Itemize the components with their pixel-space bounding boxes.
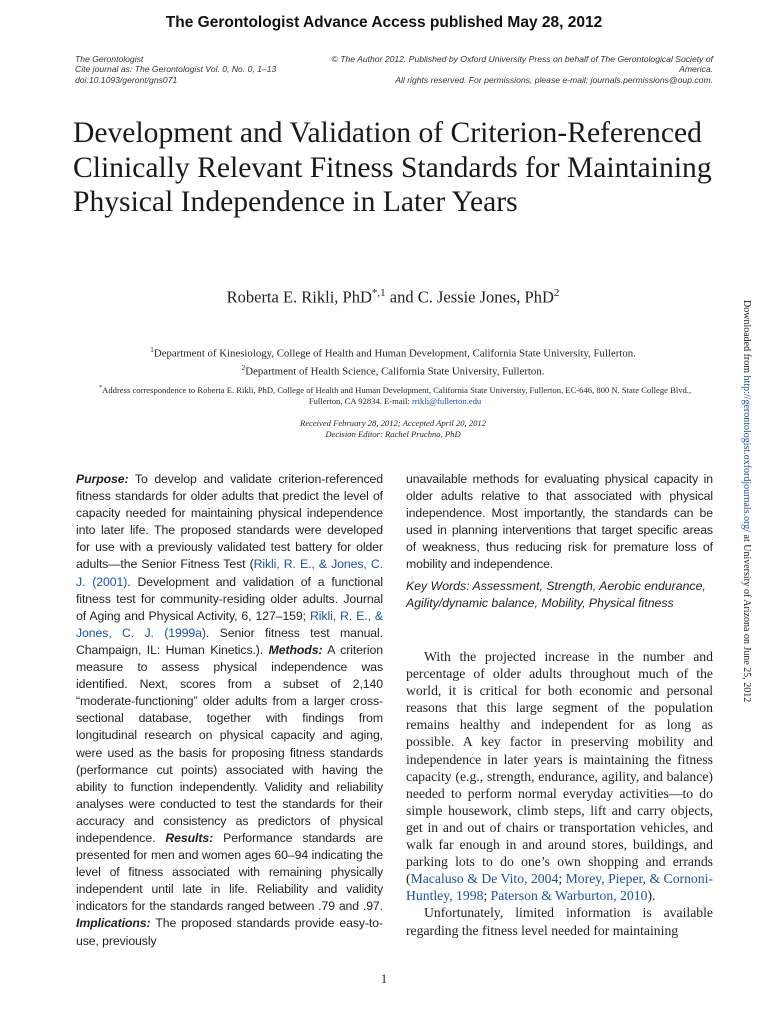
article-title: Development and Validation of Criterion-Referenced Clinically Relevant Fitness Standards for Maintaining Physical Independence in Later Years <box>73 117 712 219</box>
purpose-label: Purpose: <box>76 472 129 486</box>
purpose-text-3: . Senior fitness test manual. Champaign, IL: Human Kinetics.). <box>76 625 383 657</box>
reference-link-macaluso[interactable]: Macaluso & De Vito, 2004 <box>410 871 559 887</box>
affiliations <box>73 343 713 378</box>
body-text-column <box>406 648 713 939</box>
decision-editor: Decision Editor: Rachel Pruchno, PhD <box>325 429 461 439</box>
journal-website-link[interactable]: http://gerontologist.oxfordjournals.org/ <box>741 375 752 533</box>
results-label: Results: <box>165 830 214 845</box>
abstract-continued: unavailable methods for evaluating physical capacity in older adults relative to that associated with physical independence. Most importantly, the standards can be used in planning interventions that target specific areas of weakness, thus reducing risk for premature loss of mobility and independence. <box>406 472 713 572</box>
affiliation-2-text: Department of Health Science, California State University, Fullerton. <box>245 365 545 378</box>
author-2-mark: 2 <box>553 287 560 299</box>
purpose-text-1: To develop and validate criterion-referenced fitness standards for older adults that predict the level of capacity needed for maintaining physical independence into later life. The proposed standards were developed for use with a previously validated test battery for older adults—the Senior Fitness Test ( <box>76 472 383 572</box>
doi-line: doi:10.1093/geront/gns071 <box>75 74 178 85</box>
article-dates <box>73 418 713 440</box>
author-2: C. Jessie Jones, PhD <box>417 287 554 307</box>
abstract-column-left <box>76 471 383 950</box>
methods-label: Methods: <box>268 642 323 657</box>
affiliation-2-mark: 2 <box>241 362 246 372</box>
copyright-notice <box>330 54 713 85</box>
affiliation-1-mark: 1 <box>150 345 154 354</box>
correspondence-text: Address correspondence to Roberta E. Rikli, PhD, College of Health and Human Development, California State University, Fullerton, EC-646, 800 N. State College Blvd., Fullerton, CA 92834. E-mail: <box>102 384 692 406</box>
reference-link-paterson[interactable]: Paterson & Warburton, 2010 <box>490 888 648 904</box>
watermark-text-1: Downloaded from <box>741 300 752 376</box>
advance-access-banner: The Gerontologist Advance Access published May 28, 2012 <box>165 14 603 31</box>
permissions-line: All rights reserved. For permissions, please e-mail: journals.permissions@oup.com. <box>395 74 713 85</box>
download-watermark-text <box>741 300 752 702</box>
reference-link-rikli-1999a[interactable]: Rikli, R. E., & Jones, C. J. (1999a) <box>76 608 383 640</box>
received-accepted: Received February 28, 2012; Accepted April 20, 2012 <box>299 418 487 428</box>
correspondence-mark: * <box>98 384 103 391</box>
reference-link-morey[interactable]: Morey, Pieper, & Cornoni-Huntley, 1998 <box>406 871 713 904</box>
purpose-text-2: . Development and validation of a functional fitness test for community-residing older adults. Journal of Aging and Physical Activity, 6, 127–159; <box>76 574 383 623</box>
implications-label: Implications: <box>76 916 151 931</box>
affiliation-1 <box>73 343 713 361</box>
body-paragraph-1 <box>406 648 713 904</box>
reference-link-rikli-2001[interactable]: Rikli, R. E., & Jones, C. J. (2001) <box>76 557 383 589</box>
body-paragraph-2: Unfortunately, limited information is available regarding the fitness level needed for maintaining <box>406 905 713 938</box>
author-join: and <box>385 287 418 307</box>
correspondence <box>90 382 700 407</box>
results-text: Performance standards are presented for men and women ages 60–94 indicating the level of fitness associated with remaining physically independent until late in life. Reliability and validity indicators for the standards ranged between .79 and .97. <box>76 830 383 914</box>
affiliation-1-text: Department of Kinesiology, College of Health and Human Development, California State University, Fullerton. <box>153 347 636 360</box>
paragraph-1-sep-1: ; <box>558 871 566 887</box>
journal-name: The Gerontologist <box>75 54 144 64</box>
paragraph-1-end: ). <box>647 888 656 904</box>
author-1: Roberta E. Rikli, PhD <box>226 287 372 307</box>
paragraph-1-sep-2: ; <box>483 888 491 904</box>
affiliation-2 <box>73 361 713 379</box>
cite-line: Cite journal as: The Gerontologist Vol. 0, No. 0, 1–13 <box>75 64 277 75</box>
paragraph-1-text: With the projected increase in the number and percentage of older adults throughout much of the world, it is critical for both economic and personal reasons that this large segment of the population remains healthy and independent for as long as possible. A key factor in preserving mobility and independence in later years is maintaining the fitness capacity (e.g., strength, endurance, agility, and balance) needed to perform normal everyday activities—to do simple housework, climb steps, lift and carry objects, get in and out of chairs or transportation vehicles, and walk far enough in and around stores, buildings, and parking lots to do one’s own shopping and errands ( <box>406 649 713 887</box>
page-number: 1 <box>380 972 388 986</box>
correspondence-email-link[interactable]: rrikli@fullerton.edu <box>411 395 482 406</box>
download-watermark <box>741 300 760 720</box>
implications-text: The proposed standards provide easy-to-use, previously <box>76 916 383 948</box>
copyright-line: © The Author 2012. Published by Oxford University Press on behalf of The Gerontological Society of America. <box>331 54 713 75</box>
key-words: Key Words: Assessment, Strength, Aerobic endurance, Agility/dynamic balance, Mobility, Physical fitness <box>406 579 706 611</box>
author-line <box>73 287 713 308</box>
author-1-marks: *,1 <box>371 287 386 299</box>
methods-text: A criterion measure to assess physical independence was identified. Next, scores from a subset of 2,140 “moderate-functioning” older adults from a larger cross-sectional database, together with findings from longitudinal research on physical capacity and aging, were used as the basis for proposing fitness standards (performance cut points) associated with having the ability to function independently. Validity and reliability analyses were conducted to test the standards for their accuracy and consistency as predictors of physical independence. <box>76 642 383 845</box>
watermark-text-2: at University of Arizona on June 25, 2012 <box>741 532 752 703</box>
